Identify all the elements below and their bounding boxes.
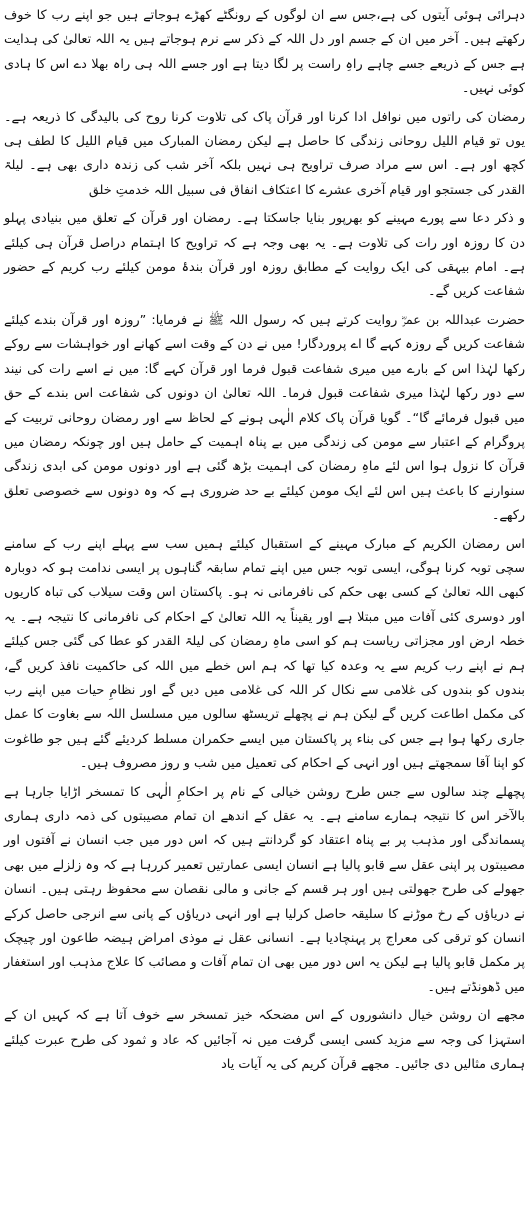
paragraph-ramadan-quran: و ذکر دعا سے پورے مہینے کو بھرپور بنایا جاسکتا ہے۔ رمضان اور قرآن کے تعلق میں بنیادی پہلو دن کا روزہ اور رات کی تلاوت ہے۔ یہ بھی وجہ ہے کہ تراویح کا اہتمام دراصل قرآن ہی کیلئے ہے۔ امام بیہقی کی ایک روایت کے مطابق روزہ اور قرآن بندۂ مومن کیلئے رب کریم کے حضور شفاعت کریں گے۔ [4, 211, 525, 300]
paragraph-enlightenment-critique: پچھلے چند سالوں سے جس طرح روشن خیالی کے نام پر احکامِ الٰہی کا تمسخر اڑایا جارہا ہے بالآخر اس کا نتیجہ ہمارے سامنے ہے۔ یہ عقل کے اندھے ان تمام مصیبتوں کی ذمہ داری ہماری پسماندگی اور مذہب پر بے پناہ اعتقاد کو گردانتے ہیں کہ اس دور میں جب انسان نے آفتوں اور مصیبتوں پر اپنی عقل سے قابو پالیا ہے انسان ایسی عمارتیں تعمیر کررہا ہے کہ وہ زلزلے میں بھی جھولے کی طرح جھولتی ہیں اور ہر قسم کے جانی و مالی نقصان سے محفوظ رہتی ہیں۔ انسان نے دریاؤں کے رخ موڑنے کا سلیقہ حاصل کرلیا ہے اور انہی دریاؤں کے پانی سے انرجی حاصل کرکے انسان کو ترقی کی معراج پر پہنچادیا ہے۔ انسانی عقل نے موذی امراض ہیضہ طاعون اور چیچک پر مکمل قابو پالیا ہے لیکن یہ اس دور میں بھی ان تمام آفات و مصائب کا علاج مذہب اور استغفار میں ڈھونڈتے ہیں۔ [4, 784, 525, 995]
paragraph-hadith-intercession: حضرت عبداللہ بن عمرؓ روایت کرتے ہیں کہ رسول اللہ ﷺ نے فرمایا: ”روزہ اور قرآن بندے کیلئے شفاعت کریں گے روزہ کہے گا اے پروردگار! میں نے دن کے وقت اسے کھانے اور خواہشات سے روکے رکھا لہٰذا اس کے بارے میں میری شفاعت قبول فرما اور قرآن کہے گا: میں نے اسے رات کی نیند سے دور رکھا لہٰذا میری شفاعت قبول فرما۔ اللہ تعالیٰ ان دونوں کی شفاعت اس بندے کے حق میں قبول فرمائے گا“۔ گویا قرآن پاک کلام الٰہی ہونے کے لحاظ سے اور رمضان روحانی تربیت کے پروگرام کے اعتبار سے مومن کی زندگی میں بے پناہ اہمیت کے حامل ہیں اور چونکہ رمضان میں قرآن کا نزول ہوا اس لئے ماہِ رمضان کی اہمیت بڑھ گئی ہے اور دونوں مومن کی ابدی زندگی سنوارنے کا باعث ہیں اس لئے ایک مومن کیلئے بے حد ضروری ہے کہ وہ دونوں سے خصوصی تعلق رکھے۔ [4, 312, 525, 524]
paragraph-closing: مجھے ان روشن خیال دانشوروں کے اس مضحکہ خیز تمسخر سے خوف آتا ہے کہ کہیں ان کے استہزا کی وجہ سے مزید کسی ایسی گرفت میں نہ آجائیں کہ عاد و ثمود کی طرح عبرت کیلئے ہماری مثالیں دی جائیں۔ مجھے قرآن کریم کی یہ آیات یاد [4, 1008, 525, 1073]
paragraph-night-prayer: رمضان کی راتوں میں نوافل ادا کرنا اور قرآن پاک کی تلاوت کرنا روح کی بالیدگی کا ذریعہ ہے۔ یوں تو قیام اللیل روحانی زندگی کا حاصل ہے لیکن رمضان المبارک میں قیام اللیل کا لطف ہی کچھ اور ہے۔ اس سے مراد صرف تراویح ہی نہیں بلکہ آخر شب کی زندہ داری بھی ہے۔ لیلۃ القدر کی جستجو اور قیام آخری عشرے کا اعتکاف انفاق فی سبیل اللہ خدمتِ خلق [4, 109, 525, 198]
paragraph-intro: دہرائی ہوئی آیتوں کی ہے،جس سے ان لوگوں کے رونگٹے کھڑے ہوجاتے ہیں جو اپنے رب کا خوف رکھتے ہیں۔ آخر میں ان کے جسم اور دل اللہ کے ذکر سے نرم ہوجاتے ہیں یہ اللہ تعالیٰ کی ہدایت ہے جس کے ذریعے جسے چاہے راہِ راست پر لگا دیتا ہے اور جسے اللہ ہی راہ بھلا دے اس کا ہادی کوئی نہیں۔ [4, 8, 525, 97]
paragraph-repentance: اس رمضان الکریم کے مبارک مہینے کے استقبال کیلئے ہمیں سب سے پہلے اپنے رب کے سامنے سچی توبہ کرنا ہوگی، ایسی توبہ جس میں اپنے تمام سابقہ گناہوں پر ایسی ندامت ہو کہ دوبارہ کبھی اللہ تعالیٰ کے کسی بھی حکم کی نافرمانی نہ ہو۔ پاکستان اس وقت سیلاب کی تباہ کاریوں اور دوسری کئی آفات میں مبتلا ہے اور یقیناً یہ اللہ تعالیٰ کے احکام کی نافرمانی کا نتیجہ ہے۔ یہ خطہ ارض اور مجزاتی ریاست ہم کو اسی ماہِ رمضان کی لیلۃ القدر کو عطا کی گئی جس کیلئے ہم نے اپنے رب کریم سے یہ وعدہ کیا تھا کہ ہم اس خطے میں اللہ کی حاکمیت نافذ کریں گے، بندوں کو بندوں کی غلامی سے نکال کر اللہ کی غلامی میں دیں گے اور نظامِ حیات میں اپنے رب کی مکمل اطاعت کریں گے لیکن ہم نے پچھلے تریسٹھ سالوں میں مسلسل اللہ سے بغاوت کا عمل جاری رکھا ہوا ہے جس کی بناء پر پاکستان میں ایسے حکمران مسلط کردیئے گئے ہیں جو طاغوت کو اپنا آقا سمجھتے ہیں اور انہی کے احکام کی تعمیل میں شب و روز مصروف ہیں۔ [4, 536, 525, 772]
